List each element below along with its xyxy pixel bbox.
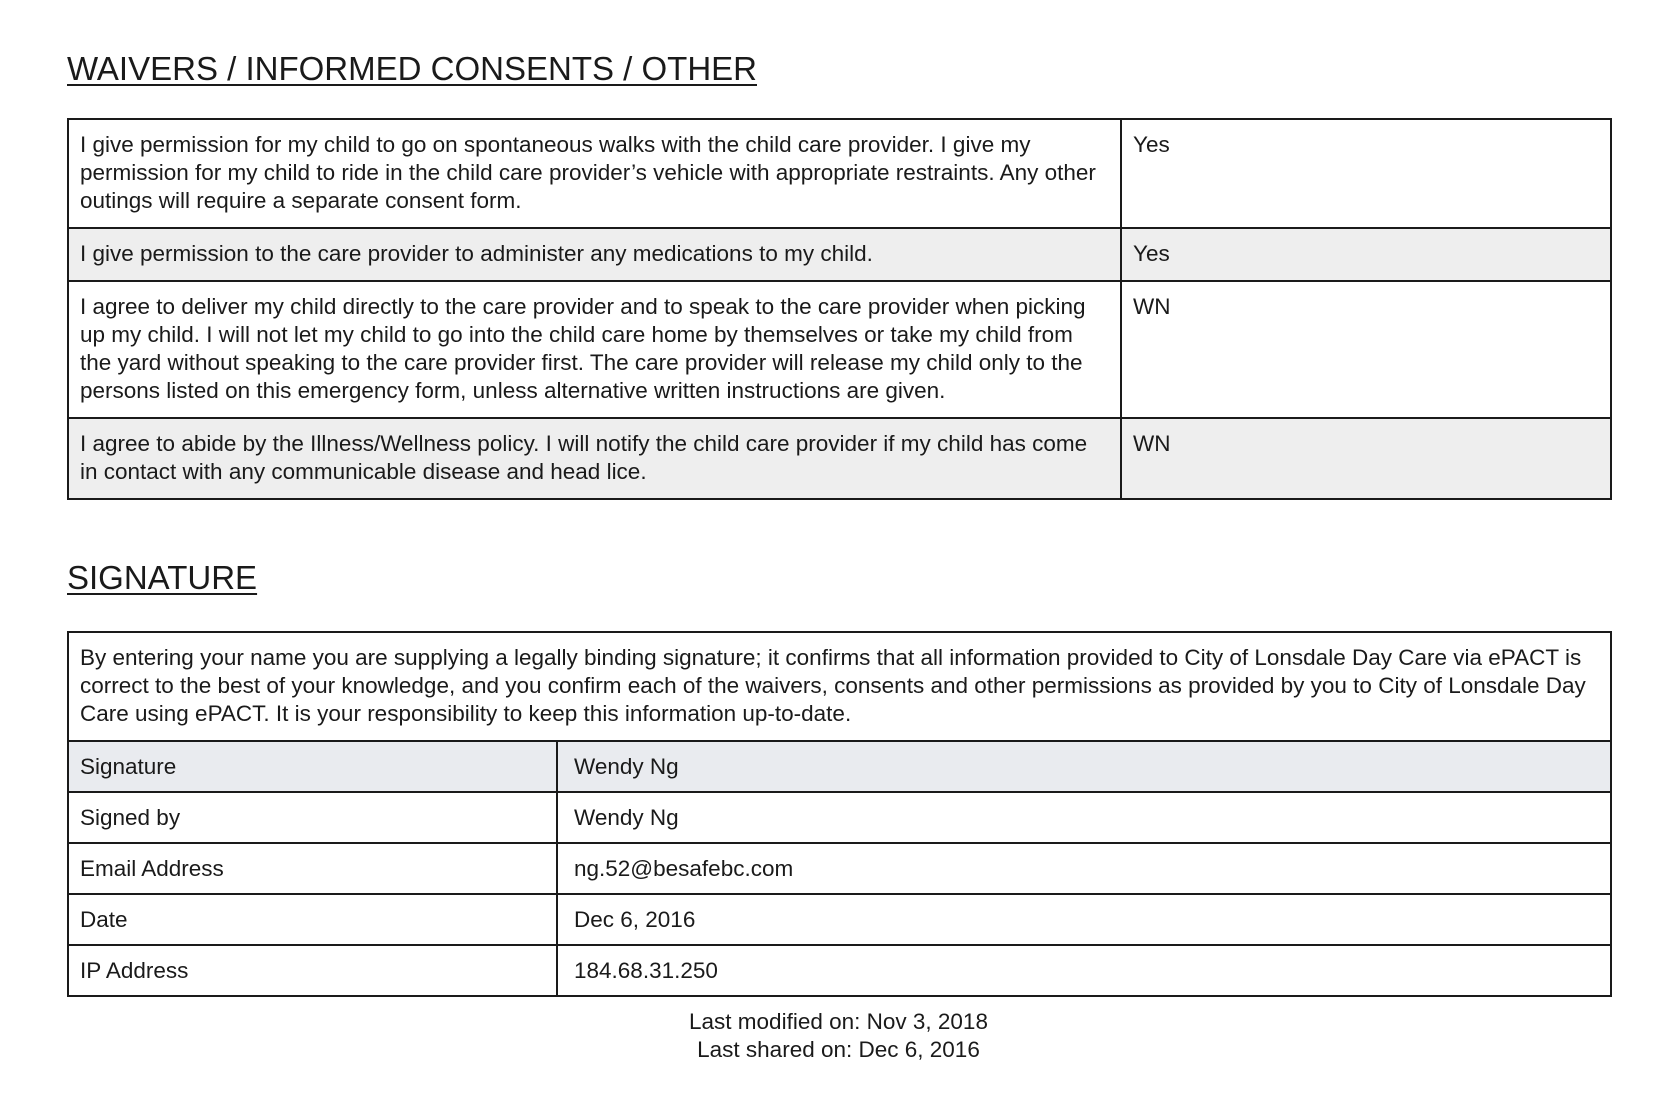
field-value: Wendy Ng [557, 792, 1611, 843]
field-value: ng.52@besafebc.com [557, 843, 1611, 894]
signature-field-row [68, 792, 1611, 843]
field-value: Wendy Ng [557, 741, 1611, 792]
signature-statement-row [68, 632, 1611, 741]
signature-field-row [68, 843, 1611, 894]
last-shared: Last shared on: Dec 6, 2016 [697, 1037, 980, 1062]
signature-statement: By entering your name you are supplying a legally binding signature; it confirms that all information provided to City of Lonsdale Day Care via ePACT is correct to the best of your knowledge, and you confirm each of the waivers, consents and other permissions as provided by you to City of Lonsdale Day Care using ePACT. It is your responsibility to keep this information up-to-date. [68, 632, 1611, 741]
last-modified: Last modified on: Nov 3, 2018 [689, 1009, 988, 1034]
field-value: Dec 6, 2016 [557, 894, 1611, 945]
signature-table [67, 631, 1612, 997]
waiver-answer: WN [1121, 281, 1611, 418]
document-footer [67, 1008, 1610, 1064]
waiver-text: I give permission to the care provider to administer any medications to my child. [68, 228, 1121, 281]
field-label: Signed by [68, 792, 557, 843]
waiver-row [68, 418, 1611, 499]
waiver-row [68, 281, 1611, 418]
field-label: Email Address [68, 843, 557, 894]
waiver-row [68, 119, 1611, 228]
field-label: Date [68, 894, 557, 945]
waiver-answer: WN [1121, 418, 1611, 499]
waivers-table [67, 118, 1612, 500]
field-label: Signature [68, 741, 557, 792]
waiver-text: I give permission for my child to go on spontaneous walks with the child care provider. I give my permission for my child to ride in the child care provider’s vehicle with appropriate restraints. Any other outings will require a separate consent form. [68, 119, 1121, 228]
waiver-answer: Yes [1121, 228, 1611, 281]
signature-field-row [68, 894, 1611, 945]
signature-field-row [68, 945, 1611, 996]
signature-section-title: SIGNATURE [67, 559, 258, 596]
signature-field-row [68, 741, 1611, 792]
waiver-answer: Yes [1121, 119, 1611, 228]
waiver-text: I agree to abide by the Illness/Wellness policy. I will notify the child care provider if my child has come in contact with any communicable disease and head lice. [68, 418, 1121, 499]
field-label: IP Address [68, 945, 557, 996]
waivers-section-title: WAIVERS / INFORMED CONSENTS / OTHER [67, 50, 757, 87]
field-value: 184.68.31.250 [557, 945, 1611, 996]
waiver-row [68, 228, 1611, 281]
waiver-text: I agree to deliver my child directly to the care provider and to speak to the care provider when picking up my child. I will not let my child to go into the child care home by themselves or take my child from the yard without speaking to the care provider first. The care provider will release my child only to the persons listed on this emergency form, unless alternative written instructions are given. [68, 281, 1121, 418]
